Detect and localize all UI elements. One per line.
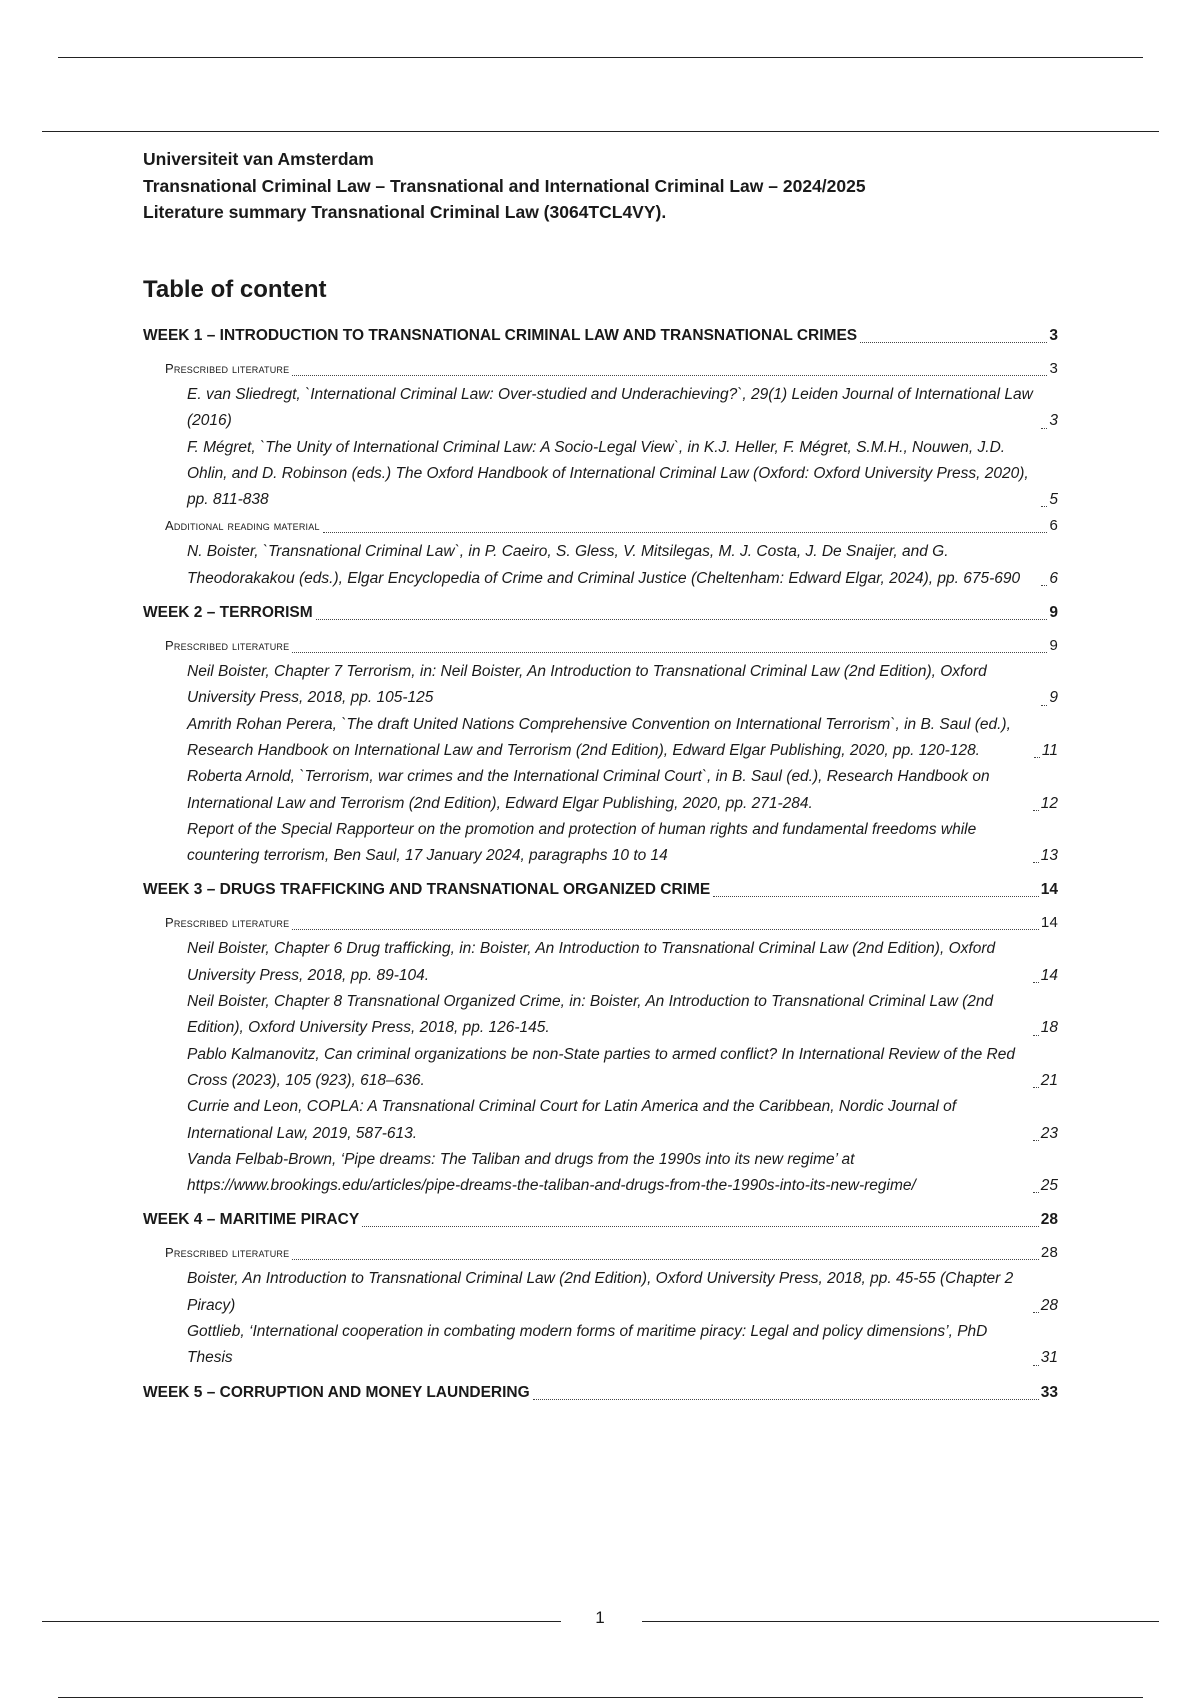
toc-entry-page: 9 (1049, 637, 1058, 655)
toc-week-entry[interactable] (143, 600, 1058, 626)
toc-item-entry[interactable] (187, 1147, 1058, 1200)
toc-entry-title: WEEK 4 – MARITIME PIRACY (143, 1211, 360, 1229)
dot-leader (292, 375, 1047, 376)
toc-item-entry[interactable] (187, 1094, 1058, 1147)
dot-leader (713, 896, 1039, 897)
toc-entry-title: Pablo Kalmanovitz, Can criminal organizations be non-State parties to armed conflict? In International Review of the Red Cross (2023), 105 (923), 618–636. (187, 1045, 1015, 1089)
toc-entry-page: 5 (1049, 491, 1058, 509)
toc-heading: Table of content (143, 276, 327, 303)
dot-leader (1041, 705, 1047, 706)
dot-leader (1033, 862, 1039, 863)
toc-entry-page: 9 (1049, 604, 1058, 622)
document-header (143, 146, 1043, 226)
toc-entry-page: 33 (1040, 1383, 1058, 1401)
toc-entry-title: Prescribed literature (165, 638, 290, 654)
dot-leader (1033, 1035, 1039, 1036)
toc-entry-title: F. Mégret, `The Unity of International Criminal Law: A Socio-Legal View`, in K.J. Heller, F. Mégret, S.M.H., Nouwen, J.D. Ohlin, and D. Robinson (eds.) The Oxford Handbook of International Criminal Law (Oxford: Oxford University Press, 2020), pp. 811-838 (187, 438, 1029, 509)
dot-leader (533, 1399, 1039, 1400)
toc-item-entry[interactable] (187, 659, 1058, 712)
toc-entry-page: 18 (1040, 1019, 1058, 1037)
toc-item-entry[interactable] (187, 1266, 1058, 1319)
toc-entry-page: 11 (1041, 741, 1058, 759)
toc-entry-page: 28 (1040, 1211, 1058, 1229)
toc-item-entry[interactable] (187, 712, 1058, 765)
toc-entry-title: WEEK 5 – CORRUPTION AND MONEY LAUNDERING (143, 1383, 530, 1401)
toc-entry-page: 25 (1040, 1177, 1058, 1195)
toc-item-entry[interactable] (187, 1042, 1058, 1095)
dot-leader (292, 652, 1047, 653)
toc-item-entry[interactable] (187, 764, 1058, 817)
toc-entry-page: 6 (1049, 517, 1058, 535)
footer-rule-right (642, 1621, 1159, 1622)
dot-leader (1033, 810, 1039, 811)
toc-entry-title: Gottlieb, ‘International cooperation in combating modern forms of maritime piracy: Legal and policy dimensions’, PhD Thesis (187, 1323, 988, 1367)
toc-entry-page: 28 (1040, 1244, 1058, 1262)
toc-section-entry[interactable] (165, 513, 1058, 539)
toc-week-entry[interactable] (143, 1380, 1058, 1406)
footer-rule-left (42, 1621, 561, 1622)
toc-entry-title: Prescribed literature (165, 915, 290, 931)
toc-item-entry[interactable] (187, 435, 1058, 514)
toc-entry-page: 31 (1040, 1349, 1058, 1367)
bottom-rule (58, 1697, 1143, 1698)
course-title: Transnational Criminal Law – Transnational and International Criminal Law – 2024/2025 (143, 175, 866, 196)
dot-leader (860, 342, 1047, 343)
table-of-contents (143, 323, 1058, 1413)
institution-name: Universiteit van Amsterdam (143, 149, 374, 169)
toc-item-entry[interactable] (187, 817, 1058, 870)
toc-entry-title: Prescribed literature (165, 1245, 290, 1261)
dot-leader (316, 619, 1048, 620)
header-rule (42, 131, 1159, 132)
toc-entry-title: Neil Boister, Chapter 6 Drug trafficking, in: Boister, An Introduction to Transnational Criminal Law (2nd Edition), Oxford University Press, 2018, pp. 89-104. (187, 940, 996, 984)
toc-entry-title: Prescribed literature (165, 361, 290, 376)
toc-item-entry[interactable] (187, 382, 1058, 435)
toc-entry-title: Additional reading material (165, 518, 320, 534)
toc-entry-page: 14 (1040, 881, 1058, 899)
toc-entry-page: 6 (1049, 569, 1058, 587)
toc-section-entry[interactable] (165, 1240, 1058, 1266)
dot-leader (1033, 1087, 1039, 1088)
dot-leader (1041, 428, 1047, 429)
toc-entry-title: Report of the Special Rapporteur on the promotion and protection of human rights and fundamental freedoms while countering terrorism, Ben Saul, 17 January 2024, paragraphs 10 to 14 (187, 820, 977, 865)
toc-entry-title: Neil Boister, Chapter 8 Transnational Organized Crime, in: Boister, An Introduction to Transnational Criminal Law (2nd Edition), Oxford University Press, 2018, pp. 126-145. (187, 993, 994, 1037)
toc-entry-page: 21 (1040, 1071, 1058, 1089)
toc-entry-title: E. van Sliedregt, `International Criminal Law: Over-studied and Underachieving?`, 29(1) Leiden Journal of International Law (2016) (187, 386, 1033, 430)
dot-leader (1033, 1312, 1039, 1313)
dot-leader (292, 1259, 1039, 1260)
toc-entry-page: 23 (1040, 1124, 1058, 1142)
toc-entry-page: 3 (1049, 412, 1058, 430)
dot-leader (1033, 1140, 1039, 1141)
toc-entry-page: 28 (1040, 1296, 1058, 1314)
toc-item-entry[interactable] (187, 539, 1058, 592)
dot-leader (1041, 585, 1047, 586)
toc-section-entry[interactable] (165, 356, 1058, 382)
dot-leader (1041, 506, 1047, 507)
toc-entry-title: Amrith Rohan Perera, `The draft United Nations Comprehensive Convention on International Terrorism`, in B. Saul (ed.), Research Handbook on International Law and Terrorism (2nd Edition), Edward Elgar Publishing, 2020, pp. 120-128. (187, 715, 1011, 759)
toc-item-entry[interactable] (187, 936, 1058, 989)
page-number: 1 (595, 1608, 605, 1627)
toc-entry-title: Roberta Arnold, `Terrorism, war crimes and the International Criminal Court`, in B. Saul (ed.), Research Handbook on International Law and Terrorism (2nd Edition), Edward Elgar Publishing, 2020, pp. 271-284. (187, 768, 990, 812)
toc-week-entry[interactable] (143, 1207, 1058, 1233)
top-rule (58, 57, 1143, 58)
toc-item-entry[interactable] (187, 989, 1058, 1042)
dot-leader (362, 1226, 1039, 1227)
dot-leader (1033, 982, 1039, 983)
toc-entry-page: 12 (1040, 794, 1058, 812)
toc-section-entry[interactable] (165, 633, 1058, 659)
toc-entry-title: Neil Boister, Chapter 7 Terrorism, in: Neil Boister, An Introduction to Transnational Criminal Law (2nd Edition), Oxford University Press, 2018, pp. 105-125 (187, 663, 987, 707)
toc-entry-title: N. Boister, `Transnational Criminal Law`, in P. Caeiro, S. Gless, V. Mitsilegas, M. J. Costa, J. De Snaijer, and G. Theodorakakou (eds.), Elgar Encyclopedia of Crime and Criminal Justice (Cheltenham: Edward Elgar, 2024), pp. 675-690 (187, 543, 1021, 587)
summary-title: Literature summary Transnational Criminal Law (3064TCL4VY). (143, 202, 667, 222)
toc-entry-page: 3 (1049, 360, 1058, 377)
toc-entry-title: WEEK 1 – INTRODUCTION TO TRANSNATIONAL CRIMINAL LAW AND TRANSNATIONAL CRIMES (143, 327, 858, 344)
dot-leader (292, 929, 1039, 930)
toc-week-entry[interactable] (143, 323, 1058, 349)
toc-entry-page: 9 (1049, 689, 1058, 707)
toc-entry-title: Vanda Felbab-Brown, ‘Pipe dreams: The Taliban and drugs from the 1990s into its new regime’ at https://www.brookings.edu/articles/pipe-dreams-the-taliban-and-drugs-from-the-1990s-into-its-new-regime/ (187, 1150, 916, 1195)
dot-leader (323, 532, 1048, 533)
toc-entry-page: 14 (1040, 966, 1058, 984)
toc-section-entry[interactable] (165, 910, 1058, 936)
toc-week-entry[interactable] (143, 877, 1058, 903)
dot-leader (1033, 1192, 1039, 1193)
toc-item-entry[interactable] (187, 1319, 1058, 1372)
dot-leader (1034, 757, 1040, 758)
toc-entry-page: 3 (1049, 327, 1058, 344)
toc-entry-title: WEEK 2 – TERRORISM (143, 604, 313, 622)
dot-leader (1033, 1365, 1039, 1366)
toc-entry-title: Boister, An Introduction to Transnational Criminal Law (2nd Edition), Oxford University Press, 2018, pp. 45-55 (Chapter 2 Piracy) (187, 1270, 1014, 1314)
toc-entry-page: 14 (1040, 914, 1058, 932)
toc-entry-page: 13 (1040, 847, 1058, 865)
toc-entry-title: WEEK 3 – DRUGS TRAFFICKING AND TRANSNATIONAL ORGANIZED CRIME (143, 881, 711, 899)
toc-entry-title: Currie and Leon, COPLA: A Transnational Criminal Court for Latin America and the Caribbean, Nordic Journal of International Law, 2019, 587-613. (187, 1098, 957, 1142)
